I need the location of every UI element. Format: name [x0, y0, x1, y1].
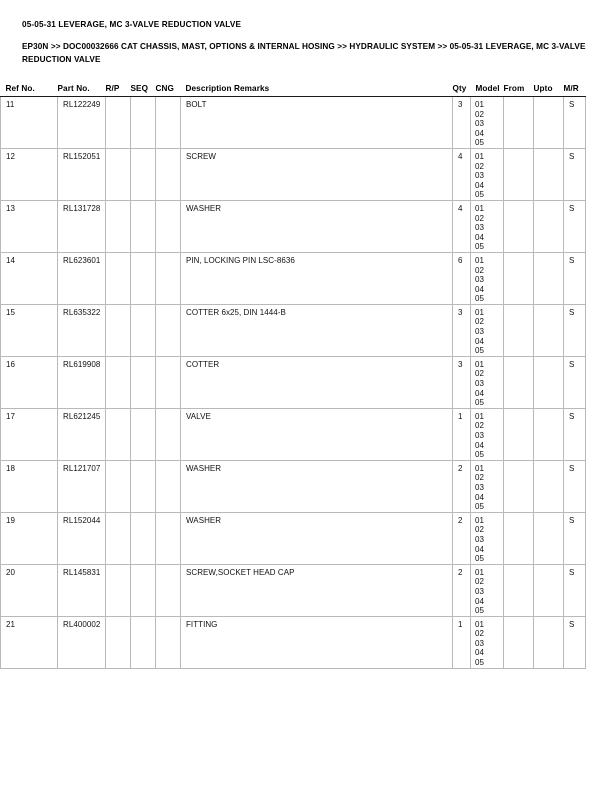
model-code-list	[475, 360, 503, 408]
cell-mr: S	[564, 564, 586, 616]
model-code: 05	[475, 554, 484, 564]
model-code: 04	[475, 440, 484, 450]
cell-upto	[534, 512, 564, 564]
cell-ref-no: 19	[1, 512, 58, 564]
cell-upto	[534, 616, 564, 668]
cell-description: SCREW	[181, 148, 453, 200]
cell-qty: 1	[453, 616, 471, 668]
cell-upto	[534, 304, 564, 356]
model-code: 03	[475, 482, 484, 492]
model-code: 01	[475, 151, 484, 161]
cell-seq	[131, 200, 156, 252]
cell-description: WASHER	[181, 200, 453, 252]
column-header-upto: Upto	[533, 84, 553, 93]
cell-model	[471, 512, 504, 564]
model-code: 03	[475, 534, 484, 544]
cell-model	[471, 252, 504, 304]
model-code: 01	[475, 619, 484, 629]
model-code: 02	[475, 473, 484, 483]
model-code: 03	[475, 638, 484, 648]
cell-rp	[106, 97, 131, 149]
table-row	[1, 200, 586, 252]
cell-from	[504, 460, 534, 512]
model-code: 05	[475, 138, 484, 148]
cell-cng	[156, 460, 181, 512]
column-header-ref-no: Ref No.	[5, 84, 35, 93]
cell-part-no: RL131728	[58, 200, 106, 252]
cell-ref-no: 17	[1, 408, 58, 460]
cell-mr: S	[564, 252, 586, 304]
cell-ref-no: 21	[1, 616, 58, 668]
cell-upto	[534, 200, 564, 252]
cell-upto	[534, 460, 564, 512]
model-code-list	[475, 516, 503, 564]
cell-qty: 3	[453, 97, 471, 149]
model-code: 02	[475, 213, 484, 223]
model-code: 01	[475, 359, 484, 369]
cell-ref-no: 13	[1, 200, 58, 252]
parts-table	[0, 84, 586, 669]
model-code: 01	[475, 255, 484, 265]
cell-upto	[534, 408, 564, 460]
cell-cng	[156, 408, 181, 460]
cell-ref-no: 16	[1, 356, 58, 408]
model-code: 04	[475, 180, 484, 190]
cell-from	[504, 252, 534, 304]
cell-part-no: RL145831	[58, 564, 106, 616]
cell-description: PIN, LOCKING PIN LSC-8636	[181, 252, 453, 304]
table-row	[1, 512, 586, 564]
cell-model	[471, 97, 504, 149]
model-code: 04	[475, 596, 484, 606]
cell-model	[471, 304, 504, 356]
model-code: 03	[475, 586, 484, 596]
table-row	[1, 252, 586, 304]
cell-seq	[131, 252, 156, 304]
cell-seq	[131, 356, 156, 408]
model-code-list	[475, 620, 503, 668]
cell-seq	[131, 97, 156, 149]
cell-qty: 4	[453, 200, 471, 252]
cell-qty: 6	[453, 252, 471, 304]
model-code-list	[475, 256, 503, 304]
model-code: 03	[475, 431, 484, 440]
cell-cng	[156, 97, 181, 149]
cell-from	[504, 304, 534, 356]
cell-description: BOLT	[181, 97, 453, 149]
cell-rp	[106, 200, 131, 252]
column-header-rp: R/P	[105, 84, 120, 93]
model-code-list	[475, 308, 503, 356]
table-row	[1, 356, 586, 408]
cell-part-no: RL621245	[58, 408, 106, 460]
model-code: 04	[475, 648, 484, 658]
cell-rp	[106, 148, 131, 200]
cell-part-no: RL623601	[58, 252, 106, 304]
page-title: 05-05-31 LEVERAGE, MC 3-VALVE REDUCTION VALVE	[22, 20, 242, 29]
table-header-row	[1, 84, 586, 96]
cell-upto	[534, 252, 564, 304]
model-code-list	[475, 100, 503, 148]
cell-ref-no: 14	[1, 252, 58, 304]
model-code-list	[475, 152, 503, 200]
model-code: 01	[475, 463, 484, 473]
column-header-from: From	[503, 84, 525, 93]
parts-table-container	[0, 84, 612, 669]
column-header-qty: Qty	[452, 84, 467, 93]
cell-ref-no: 20	[1, 564, 58, 616]
cell-mr: S	[564, 512, 586, 564]
cell-cng	[156, 148, 181, 200]
model-code: 05	[475, 346, 484, 356]
model-code: 03	[475, 119, 484, 129]
model-code: 01	[475, 100, 484, 109]
table-body	[1, 97, 586, 669]
cell-cng	[156, 200, 181, 252]
cell-model	[471, 564, 504, 616]
model-code: 01	[475, 203, 484, 213]
cell-part-no: RL635322	[58, 304, 106, 356]
model-code: 02	[475, 317, 484, 327]
cell-rp	[106, 408, 131, 460]
column-header-seq: SEQ	[130, 84, 149, 93]
model-code: 02	[475, 525, 484, 535]
model-code: 05	[475, 398, 484, 408]
cell-from	[504, 564, 534, 616]
model-code: 03	[475, 275, 484, 285]
cell-part-no: RL122249	[58, 97, 106, 149]
model-code: 04	[475, 336, 484, 346]
cell-qty: 1	[453, 408, 471, 460]
model-code: 02	[475, 369, 484, 379]
cell-from	[504, 148, 534, 200]
model-code: 05	[475, 502, 484, 512]
cell-model	[471, 356, 504, 408]
column-header-cng: CNG	[155, 84, 174, 93]
cell-model	[471, 408, 504, 460]
table-row	[1, 460, 586, 512]
model-code: 05	[475, 450, 484, 460]
cell-model	[471, 148, 504, 200]
model-code: 02	[475, 161, 484, 171]
model-code-list	[475, 568, 503, 616]
cell-cng	[156, 252, 181, 304]
cell-seq	[131, 512, 156, 564]
cell-description: WASHER	[181, 512, 453, 564]
cell-part-no: RL152051	[58, 148, 106, 200]
table-header	[1, 84, 586, 97]
cell-description: WASHER	[181, 460, 453, 512]
cell-cng	[156, 512, 181, 564]
model-code-list	[475, 412, 503, 460]
cell-upto	[534, 564, 564, 616]
cell-cng	[156, 356, 181, 408]
cell-seq	[131, 564, 156, 616]
model-code: 05	[475, 606, 484, 616]
cell-upto	[534, 148, 564, 200]
model-code: 04	[475, 388, 484, 398]
column-header-mr: M/R	[563, 84, 579, 93]
model-code: 04	[475, 284, 484, 294]
column-header-part-no: Part No.	[57, 84, 90, 93]
cell-cng	[156, 564, 181, 616]
model-code: 04	[475, 492, 484, 502]
model-code: 05	[475, 294, 484, 304]
cell-model	[471, 460, 504, 512]
model-code: 03	[475, 223, 484, 233]
model-code: 01	[475, 411, 484, 421]
table-row	[1, 564, 586, 616]
table-row	[1, 304, 586, 356]
cell-rp	[106, 252, 131, 304]
model-code: 05	[475, 242, 484, 252]
table-row	[1, 97, 586, 149]
model-code: 05	[475, 658, 484, 668]
cell-rp	[106, 460, 131, 512]
cell-mr: S	[564, 200, 586, 252]
cell-qty: 4	[453, 148, 471, 200]
model-code: 02	[475, 265, 484, 275]
cell-part-no: RL152044	[58, 512, 106, 564]
cell-description: FITTING	[181, 616, 453, 668]
breadcrumb: EP30N >> DOC00032666 CAT CHASSIS, MAST, OPTIONS & INTERNAL HOSING >> HYDRAULIC SYSTEM >> 05-05-31 LEVERAGE, MC 3-VALVE REDUCTION VALVE	[22, 42, 586, 64]
table-row	[1, 408, 586, 460]
model-code: 05	[475, 190, 484, 200]
model-code: 01	[475, 515, 484, 525]
model-code-list	[475, 204, 503, 252]
table-row	[1, 616, 586, 668]
cell-rp	[106, 616, 131, 668]
cell-from	[504, 200, 534, 252]
cell-cng	[156, 304, 181, 356]
model-code: 02	[475, 629, 484, 639]
model-code: 04	[475, 232, 484, 242]
cell-seq	[131, 460, 156, 512]
cell-upto	[534, 97, 564, 149]
model-code: 02	[475, 421, 484, 431]
cell-from	[504, 408, 534, 460]
cell-description: COTTER 6x25, DIN 1444-B	[181, 304, 453, 356]
cell-description: VALVE	[181, 408, 453, 460]
model-code-list	[475, 464, 503, 512]
cell-mr: S	[564, 460, 586, 512]
cell-seq	[131, 148, 156, 200]
table-row	[1, 148, 586, 200]
model-code: 02	[475, 577, 484, 587]
cell-ref-no: 12	[1, 148, 58, 200]
cell-from	[504, 512, 534, 564]
model-code: 04	[475, 128, 484, 138]
cell-mr: S	[564, 408, 586, 460]
cell-description: SCREW,SOCKET HEAD CAP	[181, 564, 453, 616]
cell-ref-no: 18	[1, 460, 58, 512]
cell-qty: 2	[453, 512, 471, 564]
cell-ref-no: 11	[1, 97, 58, 149]
cell-rp	[106, 356, 131, 408]
cell-qty: 2	[453, 564, 471, 616]
cell-cng	[156, 616, 181, 668]
model-code: 02	[475, 109, 484, 119]
column-header-description: Description Remarks	[185, 84, 270, 93]
cell-mr: S	[564, 356, 586, 408]
model-code: 03	[475, 171, 484, 181]
cell-qty: 3	[453, 356, 471, 408]
cell-from	[504, 616, 534, 668]
cell-mr: S	[564, 304, 586, 356]
cell-seq	[131, 304, 156, 356]
cell-model	[471, 616, 504, 668]
cell-part-no: RL400002	[58, 616, 106, 668]
cell-rp	[106, 512, 131, 564]
cell-from	[504, 97, 534, 149]
cell-description: COTTER	[181, 356, 453, 408]
cell-from	[504, 356, 534, 408]
cell-qty: 2	[453, 460, 471, 512]
model-code: 03	[475, 379, 484, 389]
model-code: 04	[475, 544, 484, 554]
model-code: 03	[475, 327, 484, 337]
cell-part-no: RL619908	[58, 356, 106, 408]
column-header-model: Model	[475, 84, 500, 93]
model-code: 01	[475, 567, 484, 577]
cell-part-no: RL121707	[58, 460, 106, 512]
cell-ref-no: 15	[1, 304, 58, 356]
cell-model	[471, 200, 504, 252]
cell-seq	[131, 408, 156, 460]
cell-mr: S	[564, 97, 586, 149]
cell-rp	[106, 564, 131, 616]
cell-rp	[106, 304, 131, 356]
cell-seq	[131, 616, 156, 668]
cell-mr: S	[564, 148, 586, 200]
cell-qty: 3	[453, 304, 471, 356]
model-code: 01	[475, 307, 484, 317]
cell-upto	[534, 356, 564, 408]
cell-mr: S	[564, 616, 586, 668]
